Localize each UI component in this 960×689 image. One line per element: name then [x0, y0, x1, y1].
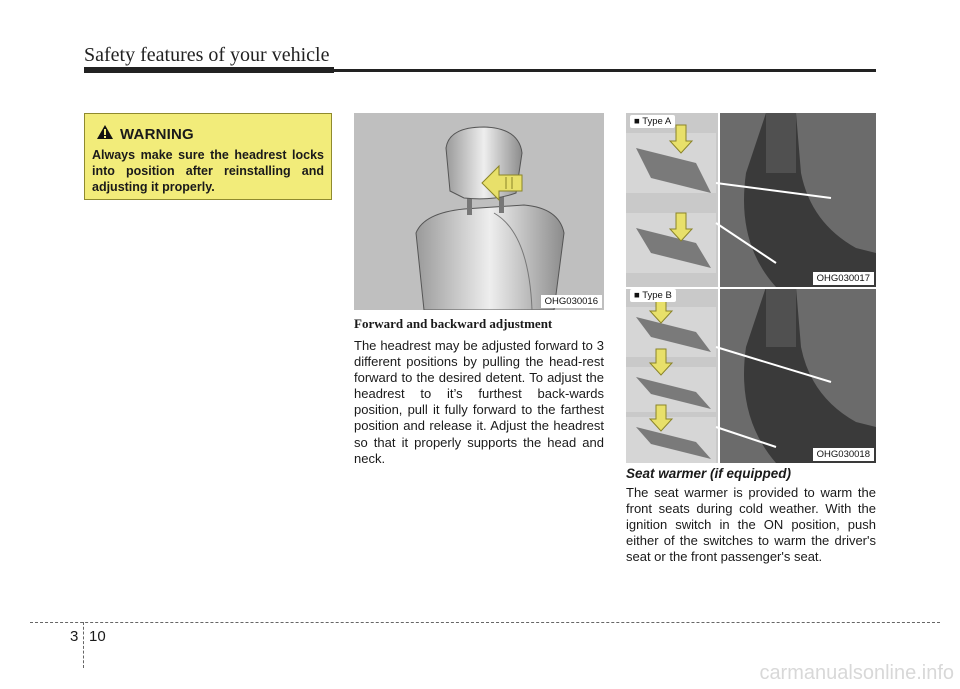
page-header-title: Safety features of your vehicle: [84, 44, 330, 66]
seat-warmer-type-b-figure: [626, 287, 876, 463]
warning-box: [84, 113, 332, 200]
seat-warmer-heading: Seat warmer (if equipped): [626, 466, 792, 481]
type-a-label: ■ Type A: [630, 115, 675, 128]
type-b-illustration: [626, 287, 876, 463]
type-a-illustration: [626, 113, 876, 287]
figure-code-headrest: OHG030016: [541, 295, 602, 308]
watermark: carmanualsonline.info: [759, 662, 954, 684]
warning-header: [96, 124, 324, 145]
chapter-number: 3: [70, 628, 79, 645]
seat-warmer-section: [626, 466, 876, 565]
warning-title: WARNING: [120, 126, 194, 143]
headrest-figure: [354, 113, 604, 310]
warning-text: Always make sure the headrest locks into position after reinstalling and adjusting it properly.: [92, 148, 324, 194]
seat-warmer-type-a-figure: [626, 113, 876, 287]
page-number: 10: [89, 628, 106, 645]
adjustment-body: The headrest may be adjusted forward to 3 different positions by pulling the head-rest forward to the desired detent. To adjust the headrest to it’s furthest back-wards position, pull it fully forward to the farthest position and release it. Adjust the headrest so that it properly supports the head and neck.: [354, 338, 604, 466]
footer-rule: [30, 622, 940, 623]
header-rule: [84, 69, 876, 72]
footer-divider: [83, 622, 84, 668]
figure-code-type-a: OHG030017: [813, 272, 874, 285]
seat-warmer-body: The seat warmer is provided to warm the front seats during cold weather. With the ignition switch in the ON position, push either of the switches to warm the driver's seat or the front passenger's seat.: [626, 485, 876, 565]
headrest-illustration: [354, 113, 604, 310]
warning-icon: [96, 124, 114, 145]
figure-code-type-b: OHG030018: [813, 448, 874, 461]
adjustment-section: [354, 316, 604, 467]
type-b-label: ■ Type B: [630, 289, 676, 302]
adjustment-heading: Forward and backward adjustment: [354, 316, 553, 331]
